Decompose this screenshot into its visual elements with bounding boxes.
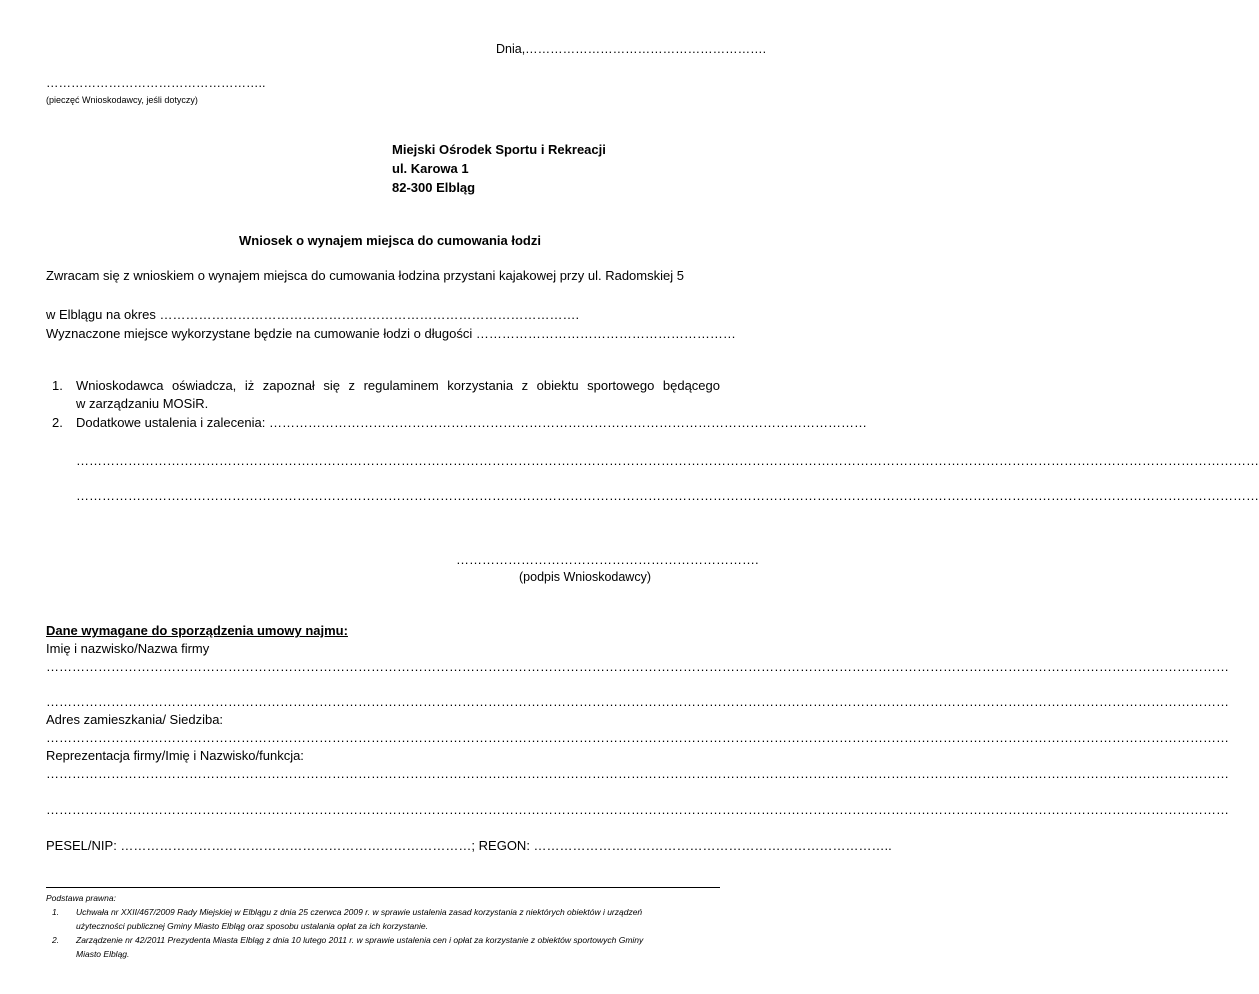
footer-rule [46, 887, 720, 888]
contract-heading: Dane wymagane do sporządzenia umowy najmu: [46, 623, 348, 638]
pesel-regon-line[interactable]: PESEL/NIP: ………………………………………………………………………; REGON: ……………………………………………………………………….. [46, 838, 892, 853]
addressee-city: 82-300 Elbląg [392, 180, 476, 195]
date-line[interactable]: Dnia,…………………………………………………. [496, 42, 767, 56]
legal-item2-number: 2. [52, 935, 60, 945]
signature-label: (podpis Wnioskodawcy) [519, 570, 651, 584]
stamp-label: (pieczęć Wnioskodawcy, jeśli dotyczy) [46, 95, 198, 105]
rental-period-line[interactable]: w Elblągu na okres ……………………………………………………………………………………. [46, 307, 580, 322]
legal-item1-number: 1. [52, 907, 60, 917]
remarks-fill-line-1[interactable]: ………………………………………………………………………………………………………………………………………………………………………………………………………………………………………………… [76, 453, 1259, 468]
item2-text[interactable]: Dodatkowe ustalenia i zalecenia: ………………………………………………………………………………………………………………………… [76, 415, 867, 430]
item1-text: Wnioskodawca oświadcza, iż zapoznał się z regulaminem korzystania z obiektu sportowego będącego [76, 378, 720, 393]
representation-label: Reprezentacja firmy/Imię i Nazwisko/funkcja: [46, 748, 304, 763]
stamp-dots: …………………………………………….. [46, 76, 266, 90]
item2-number: 2. [52, 415, 63, 430]
legal-basis-heading: Podstawa prawna: [46, 893, 116, 903]
legal-item1-line1: Uchwała nr XXII/467/2009 Rady Miejskiej w Elblągu z dnia 25 czerwca 2009 r. w sprawie ustalenia zasad korzystania z niektórych obiektów i urządzeń [76, 907, 643, 917]
name-fill-line-2[interactable]: ………………………………………………………………………………………………………………………………………………………………………………………………………………………………………………… [46, 694, 1229, 709]
document-title: Wniosek o wynajem miejsca do cumowania łodzi [239, 233, 541, 248]
legal-item2-line2: Miasto Elbląg. [76, 949, 130, 959]
address-fill-line[interactable]: ………………………………………………………………………………………………………………………………………………………………………………………………………………………………………………… [46, 730, 1229, 745]
address-label: Adres zamieszkania/ Siedziba: [46, 712, 224, 727]
representation-fill-line-2[interactable]: ………………………………………………………………………………………………………………………………………………………………………………………………………………………………………………… [46, 802, 1229, 817]
legal-item1-line2: użyteczności publicznej Gminy Miasto Elbląg oraz sposobu ustalania opłat za ich korzystanie. [76, 921, 428, 931]
intro-text: Zwracam się z wnioskiem o wynajem miejsca do cumowania łodzina przystani kajakowej przy ul. Radomskiej 5 [46, 268, 684, 283]
representation-fill-line-1[interactable]: ………………………………………………………………………………………………………………………………………………………………………………………………………………………………………………… [46, 766, 1229, 781]
remarks-fill-line-2[interactable]: ………………………………………………………………………………………………………………………………………………………………………………………………………………………………………………… [76, 488, 1259, 503]
item1-number: 1. [52, 378, 63, 393]
signature-dots[interactable]: ……………………………………………………………. [456, 552, 759, 567]
name-fill-line-1[interactable]: ………………………………………………………………………………………………………………………………………………………………………………………………………………………………………………… [46, 659, 1229, 674]
boat-length-line[interactable]: Wyznaczone miejsce wykorzystane będzie na cumowanie łodzi o długości …………………………………………………… [46, 326, 736, 341]
addressee-name: Miejski Ośrodek Sportu i Rekreacji [392, 142, 606, 157]
legal-item2-line1: Zarządzenie nr 42/2011 Prezydenta Miasta Elbląg z dnia 10 lutego 2011 r. w sprawie ustalenia cen i opłat za korzystanie z obiektów sportowych Gminy [76, 935, 644, 945]
addressee-street: ul. Karowa 1 [392, 161, 469, 176]
item1-continuation: w zarządzaniu MOSiR. [76, 396, 209, 411]
name-label: Imię i nazwisko/Nazwa firmy [46, 641, 210, 656]
